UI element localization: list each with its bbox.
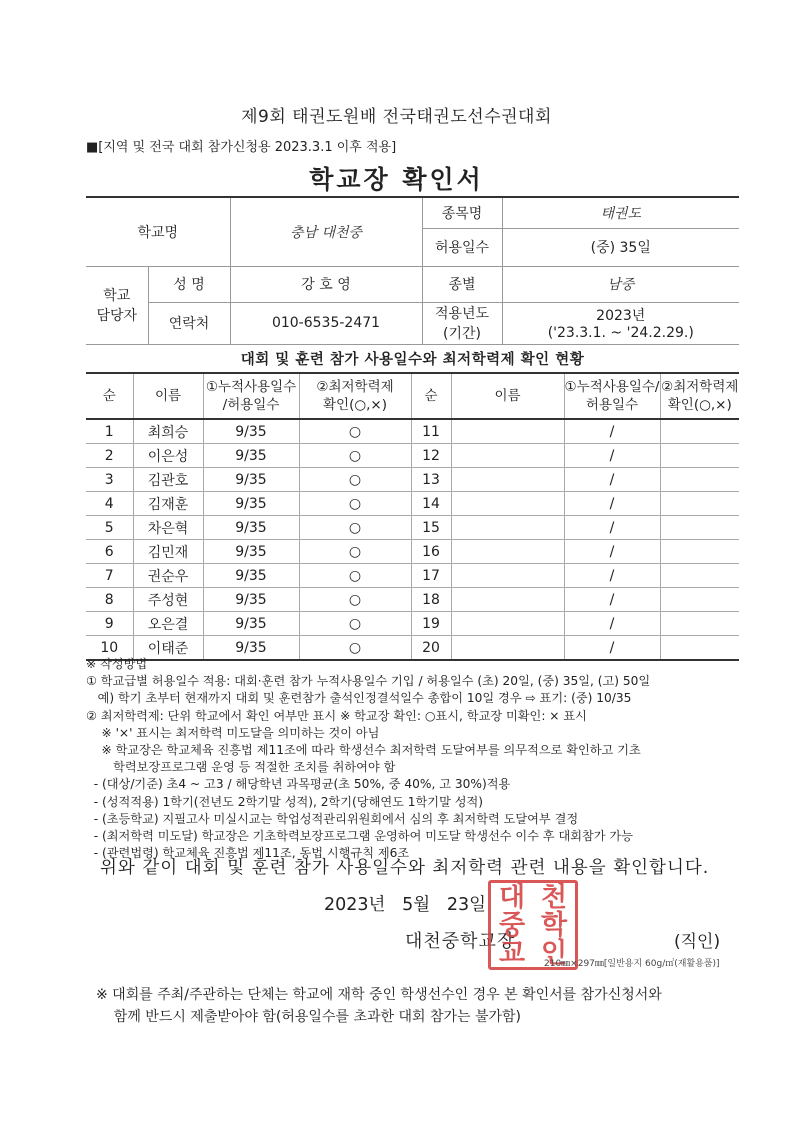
cell-name-r	[451, 588, 564, 612]
manager-label-line2: 담당자	[96, 308, 138, 324]
cell-check: ○	[299, 636, 411, 661]
cell-name-r	[451, 540, 564, 564]
instruction-line: - (초등학교) 지필고사 미실시교는 학업성적관리위원회에서 심의 후 최저학력 도달여부 결정	[86, 811, 579, 826]
footnote-line2: 함께 반드시 제출받아야 함(허용일수를 초과한 대회 참가는 불가함)	[96, 1009, 522, 1025]
header-days-line1: ①누적사용일수	[205, 379, 297, 395]
table-row	[86, 564, 739, 588]
document-title: 학교장 확인서	[309, 165, 484, 194]
seal-glyph: 인	[540, 937, 568, 969]
cell-check: ○	[299, 419, 411, 444]
paper-spec: 210㎜×297㎜[일반용지 60g/㎡(재활용품)]	[544, 959, 720, 969]
footnote	[96, 984, 746, 1028]
name-label: 성 명	[148, 266, 230, 302]
year-label-line1: 적용년도	[434, 306, 490, 322]
cell-days-r: /	[564, 516, 660, 540]
cell-name: 이은성	[133, 444, 203, 468]
cell-days: 9/35	[203, 516, 299, 540]
instruction-line: - (성적적용) 1학기(전년도 2학기말 성적), 2학기(당해연도 1학기말 성적)	[86, 794, 484, 809]
cell-days-r: /	[564, 636, 660, 661]
cell-no: 6	[86, 540, 133, 564]
cell-no-r: 18	[411, 588, 451, 612]
cell-no: 7	[86, 564, 133, 588]
header-check-right-line2: 확인(○,×)	[667, 397, 732, 413]
instruction-line: ※ 학교장은 학교체육 진흥법 제11조에 따라 학생선수 최저학력 도달여부를 의무적으로 확인하고 기초	[86, 743, 641, 758]
confirmation-statement: 위와 같이 대회 및 훈련 참가 사용일수와 최저학력 관련 내용을 확인합니다.	[100, 858, 710, 878]
contact-value: 010-6535-2471	[230, 302, 422, 344]
cell-days-r: /	[564, 419, 660, 444]
table-row	[86, 516, 739, 540]
participation-table	[86, 372, 739, 661]
cell-name: 김관호	[133, 468, 203, 492]
cell-no: 10	[86, 636, 133, 661]
writing-instructions	[86, 656, 746, 862]
year-label	[422, 302, 502, 344]
cell-name: 차은혁	[133, 516, 203, 540]
cell-days: 9/35	[203, 419, 299, 444]
year-label-line2: (기간)	[443, 326, 481, 342]
seal-glyph: 중	[498, 909, 526, 941]
cell-no-r: 13	[411, 468, 451, 492]
cell-days-r: /	[564, 540, 660, 564]
cell-check: ○	[299, 444, 411, 468]
cell-name-r	[451, 419, 564, 444]
cell-name-r	[451, 444, 564, 468]
cell-check: ○	[299, 564, 411, 588]
cell-check: ○	[299, 516, 411, 540]
header-no: 순	[86, 373, 133, 419]
header-days	[203, 373, 299, 419]
participation-rows	[86, 419, 739, 660]
cell-days: 9/35	[203, 492, 299, 516]
cell-check-r	[660, 588, 739, 612]
cell-name: 오은결	[133, 612, 203, 636]
event-label: 종목명	[422, 198, 502, 228]
header-check	[299, 373, 411, 419]
event-title: 제9회 태권도원배 전국태권도선수권대회	[241, 107, 552, 127]
seal-label: (직인)	[674, 932, 721, 952]
cell-days-r: /	[564, 444, 660, 468]
manager-label-line1: 학교	[103, 288, 131, 304]
year-value	[502, 302, 739, 344]
cell-name-r	[451, 468, 564, 492]
cell-name: 권순우	[133, 564, 203, 588]
cell-no-r: 19	[411, 612, 451, 636]
school-info-table	[86, 198, 739, 345]
header-check-right-line1: ②최저학력제	[661, 379, 739, 395]
table-row	[86, 444, 739, 468]
cell-name: 김민재	[133, 540, 203, 564]
cell-no: 5	[86, 516, 133, 540]
cell-name: 이태준	[133, 636, 203, 661]
cell-days-r: /	[564, 468, 660, 492]
cell-no: 2	[86, 444, 133, 468]
cell-no: 1	[86, 419, 133, 444]
cell-days-r: /	[564, 588, 660, 612]
header-days-right-line2: 허용일수	[585, 397, 639, 413]
cell-no: 3	[86, 468, 133, 492]
period-value: ('23.3.1. ~ '24.2.29.)	[547, 325, 694, 341]
cell-check-r	[660, 419, 739, 444]
cell-check-r	[660, 444, 739, 468]
cell-check-r	[660, 612, 739, 636]
table-row	[86, 540, 739, 564]
cell-days: 9/35	[203, 588, 299, 612]
event-value: 태권도	[502, 198, 739, 228]
instruction-line: 예) 학기 초부터 현재까지 대회 및 훈련참가 출석인정결석일수 총합이 10일 경우 ⇨ 표기: (중) 10/35	[86, 691, 632, 706]
cell-name-r	[451, 492, 564, 516]
name-value: 강 호 영	[230, 266, 422, 302]
seal-glyph: 학	[540, 909, 568, 941]
header-check-right	[660, 373, 739, 419]
cell-no: 9	[86, 612, 133, 636]
allowed-days-label: 허용일수	[422, 228, 502, 266]
cell-name-r	[451, 612, 564, 636]
cell-days: 9/35	[203, 564, 299, 588]
table-row	[86, 612, 739, 636]
cell-no: 8	[86, 588, 133, 612]
instruction-line: ① 학교급별 허용일수 적용: 대회·훈련 참가 누적사용일수 기입 / 허용일수 (초) 20일, (중) 35일, (고) 50일	[86, 674, 651, 689]
cell-check: ○	[299, 588, 411, 612]
table-row	[86, 468, 739, 492]
instruction-line: ※ '×' 표시는 최저학력 미도달을 의미하는 것이 아님	[86, 725, 380, 740]
cell-name: 최희승	[133, 419, 203, 444]
header-days-right	[564, 373, 660, 419]
cell-days: 9/35	[203, 612, 299, 636]
cell-no-r: 16	[411, 540, 451, 564]
instruction-line: 학력보장프로그램 운영 등 적절한 조치를 취하여야 함	[86, 760, 396, 775]
header-name-right: 이름	[451, 373, 564, 419]
cell-name: 김재훈	[133, 492, 203, 516]
cell-check-r	[660, 492, 739, 516]
cell-no-r: 12	[411, 444, 451, 468]
header-check-line1: ②최저학력제	[316, 379, 394, 395]
header-days-right-line1: ①누적사용일수/	[564, 379, 660, 395]
cell-days: 9/35	[203, 636, 299, 661]
seal-glyph: 교	[498, 937, 526, 969]
cell-no-r: 11	[411, 419, 451, 444]
cell-check: ○	[299, 468, 411, 492]
instruction-line: ② 최저학력제: 단위 학교에서 확인 여부만 표시 ※ 학교장 확인: ○표시, 학교장 미확인: × 표시	[86, 708, 587, 723]
cell-days: 9/35	[203, 540, 299, 564]
contact-label: 연락처	[148, 302, 230, 344]
seal-glyph: 천	[540, 881, 568, 913]
instruction-line: - (관련법령) 학교체육 진흥법 제11조, 동법 시행규칙 제6조	[86, 846, 410, 861]
cell-check-r	[660, 516, 739, 540]
section-title: 대회 및 훈련 참가 사용일수와 최저학력제 확인 현황	[240, 352, 585, 368]
cell-no-r: 17	[411, 564, 451, 588]
cell-check: ○	[299, 492, 411, 516]
header-days-line2: /허용일수	[222, 397, 280, 413]
category-value: 남중	[502, 266, 739, 302]
cell-days-r: /	[564, 564, 660, 588]
cell-no-r: 14	[411, 492, 451, 516]
table-row	[86, 419, 739, 444]
cell-no: 4	[86, 492, 133, 516]
cell-days: 9/35	[203, 444, 299, 468]
table-row	[86, 492, 739, 516]
instruction-line: - (최저학력 미도달) 학교장은 기초학력보장프로그램 운영하여 미도달 학생선수 이수 후 대회참가 가능	[86, 829, 633, 844]
cell-name-r	[451, 564, 564, 588]
cell-name-r	[451, 516, 564, 540]
seal-glyph: 대	[498, 881, 526, 913]
allowed-days-value: (중) 35일	[502, 228, 739, 266]
cell-days-r: /	[564, 492, 660, 516]
table-row	[86, 588, 739, 612]
header-check-line2: 확인(○,×)	[323, 397, 387, 413]
application-subheading: ■[지역 및 전국 대회 참가신청용 2023.3.1 이후 적용]	[86, 140, 397, 155]
cell-no-r: 15	[411, 516, 451, 540]
header-no-right: 순	[411, 373, 451, 419]
school-name-value: 충남 대천중	[230, 198, 422, 266]
cell-check: ○	[299, 612, 411, 636]
cell-check-r	[660, 468, 739, 492]
header-name: 이름	[133, 373, 203, 419]
cell-name: 주성현	[133, 588, 203, 612]
cell-check: ○	[299, 540, 411, 564]
cell-days-r: /	[564, 612, 660, 636]
instruction-line: - (대상/기준) 초4 ~ 고3 / 해당학년 과목평균(초 50%, 중 40%, 고 30%)적용	[86, 777, 511, 792]
year-value-line1: 2023년	[596, 308, 646, 324]
confirmation-date: 2023년 5월 23일	[324, 895, 487, 915]
cell-check-r	[660, 540, 739, 564]
instruction-line: ※ 작성방법	[86, 657, 148, 671]
cell-check-r	[660, 564, 739, 588]
principal-name: 대천중학교장	[405, 931, 516, 952]
category-label: 종별	[422, 266, 502, 302]
school-name-label: 학교명	[86, 198, 230, 266]
manager-label	[86, 266, 148, 344]
cell-days: 9/35	[203, 468, 299, 492]
footnote-line1: ※ 대회를 주최/주관하는 단체는 학교에 재학 중인 학생선수인 경우 본 확인서를 참가신청서와	[96, 987, 662, 1003]
cell-no-r: 20	[411, 636, 451, 661]
